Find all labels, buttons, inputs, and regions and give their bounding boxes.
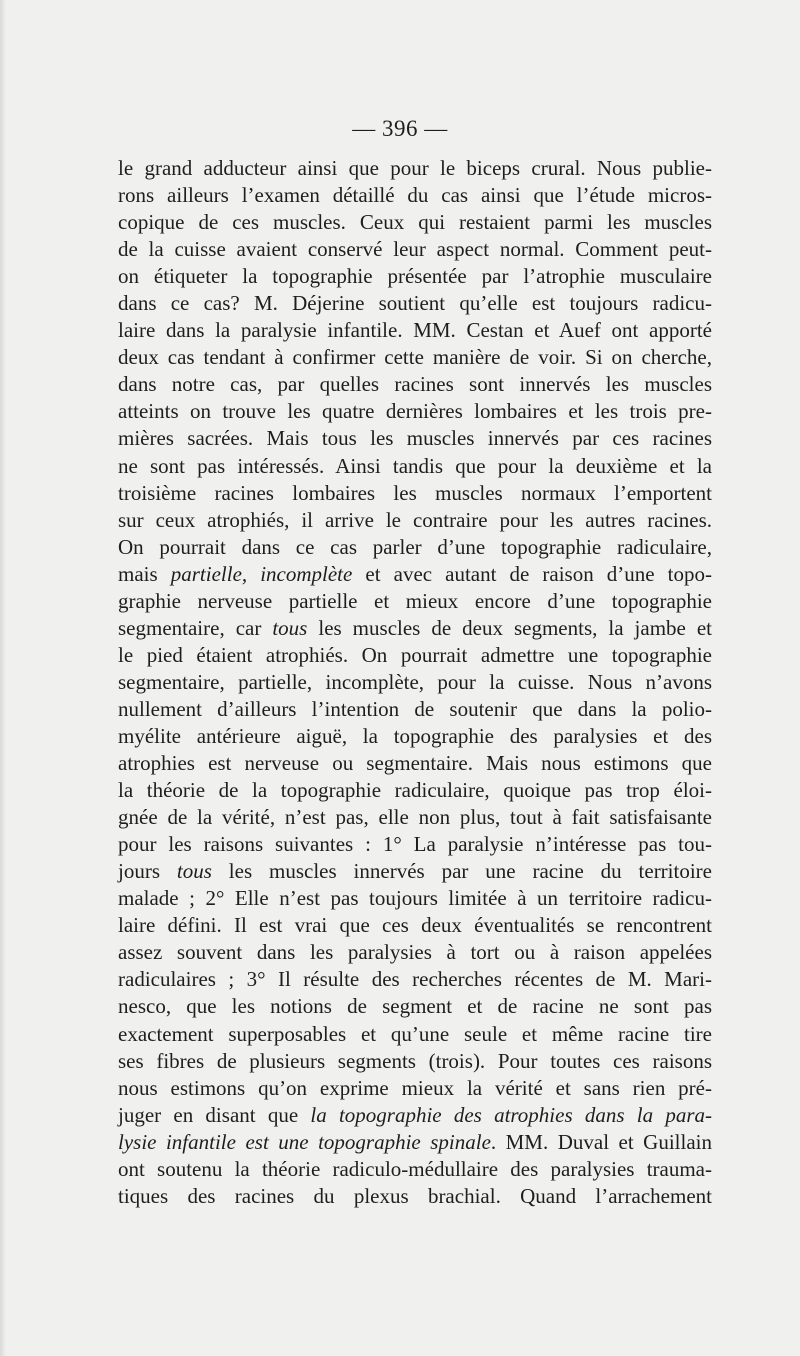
text-line bbox=[118, 1156, 712, 1183]
text-line bbox=[118, 696, 712, 723]
text-line bbox=[118, 290, 712, 317]
text-segment: atteints on trouve les quatre dernières lombaires et les trois pre- bbox=[118, 399, 712, 424]
text-line bbox=[118, 182, 712, 209]
text-line bbox=[118, 534, 712, 561]
text-line bbox=[118, 344, 712, 371]
text-line bbox=[118, 615, 712, 642]
text-line bbox=[118, 669, 712, 696]
text-segment: laire dans la paralysie infantile. MM. Cestan et Auef ont apporté bbox=[118, 318, 712, 343]
text-segment: gnée de la vérité, n’est pas, elle non plus, tout à fait satisfaisante bbox=[118, 805, 712, 830]
body-text bbox=[118, 155, 712, 1210]
text-segment: laire défini. Il est vrai que ces deux éventualités se rencontrent bbox=[118, 913, 712, 938]
text-line bbox=[118, 642, 712, 669]
text-segment: On pourrait dans ce cas parler d’une topographie radiculaire, bbox=[118, 534, 712, 559]
text-segment: dans ce cas? M. Déjerine soutient qu’elle est toujours radicu- bbox=[118, 291, 712, 316]
text-line bbox=[118, 993, 712, 1020]
text-segment: rons ailleurs l’examen détaillé du cas ainsi que l’étude micros- bbox=[118, 183, 712, 208]
text-segment: segmentaire, partielle, incomplète, pour la cuisse. Nous n’avons bbox=[118, 669, 712, 694]
text-segment: segmentaire, car bbox=[118, 615, 273, 640]
text-segment: pour les raisons suivantes : 1° La paralysie n’intéresse pas tou- bbox=[118, 832, 712, 857]
text-segment: on étiqueter la topographie présentée par l’atrophie musculaire bbox=[118, 264, 712, 289]
text-line bbox=[118, 1075, 712, 1102]
text-line bbox=[118, 480, 712, 507]
text-segment: ses fibres de plusieurs segments (trois). Pour toutes ces raisons bbox=[118, 1048, 712, 1073]
text-line bbox=[118, 317, 712, 344]
text-segment: copique de ces muscles. Ceux qui restaient parmi les muscles bbox=[118, 210, 712, 235]
text-line bbox=[118, 588, 712, 615]
text-segment: nous estimons qu’on exprime mieux la vérité et sans rien pré- bbox=[118, 1075, 712, 1100]
text-line bbox=[118, 723, 712, 750]
page-edge-shadow bbox=[0, 0, 6, 1356]
text-segment: troisième racines lombaires les muscles normaux l’emportent bbox=[118, 480, 712, 505]
text-segment: la théorie de la topographie radiculaire, quoique pas trop éloi- bbox=[118, 778, 712, 803]
text-line bbox=[118, 750, 712, 777]
text-line bbox=[118, 1048, 712, 1075]
text-segment: atrophies est nerveuse ou segmentaire. Mais nous estimons que bbox=[118, 751, 712, 776]
text-line bbox=[118, 831, 712, 858]
text-segment: radiculaires ; 3° Il résulte des recherches récentes de M. Mari- bbox=[118, 967, 712, 992]
italic-text-segment: partielle, incomplète bbox=[170, 561, 353, 586]
text-segment: myélite antérieure aiguë, la topographie des paralysies et des bbox=[118, 723, 712, 748]
text-segment: juger en disant que bbox=[118, 1102, 311, 1127]
text-line bbox=[118, 263, 712, 290]
text-line bbox=[118, 155, 712, 182]
text-line bbox=[118, 966, 712, 993]
text-segment: tiques des racines du plexus brachial. Quand l’arrachement bbox=[118, 1183, 712, 1208]
text-line bbox=[118, 1021, 712, 1048]
text-line bbox=[118, 371, 712, 398]
text-line bbox=[118, 804, 712, 831]
text-segment: le grand adducteur ainsi que pour le biceps crural. Nous publie- bbox=[118, 156, 712, 180]
text-segment: graphie nerveuse partielle et mieux encore d’une topographie bbox=[118, 588, 712, 613]
italic-text-segment: tous bbox=[176, 859, 212, 884]
text-line bbox=[118, 1129, 712, 1156]
text-segment: ne sont pas intéressés. Ainsi tandis que pour la deuxième et la bbox=[118, 453, 712, 478]
text-line bbox=[118, 507, 712, 534]
text-segment: exactement superposables et qu’une seule et même racine tire bbox=[118, 1021, 712, 1046]
text-segment: les muscles de deux segments, la jambe et bbox=[307, 615, 712, 640]
text-line bbox=[118, 939, 712, 966]
text-segment: mières sacrées. Mais tous les muscles innervés par ces racines bbox=[118, 426, 712, 451]
text-segment: nesco, que les notions de segment et de racine ne sont pas bbox=[118, 994, 712, 1019]
italic-text-segment: la topographie des atrophies dans la para- bbox=[310, 1102, 713, 1127]
text-line bbox=[118, 453, 712, 480]
text-line bbox=[118, 398, 712, 425]
text-line bbox=[118, 858, 712, 885]
italic-text-segment: tous bbox=[272, 615, 308, 640]
text-segment: de la cuisse avaient conservé leur aspect normal. Comment peut- bbox=[118, 237, 712, 262]
text-line bbox=[118, 885, 712, 912]
text-segment: deux cas tendant à confirmer cette manière de voir. Si on cherche, bbox=[118, 345, 712, 370]
text-line bbox=[118, 561, 712, 588]
text-line bbox=[118, 209, 712, 236]
text-line bbox=[118, 777, 712, 804]
text-line bbox=[118, 1102, 712, 1129]
text-segment: dans notre cas, par quelles racines sont innervés les muscles bbox=[118, 372, 712, 397]
text-line bbox=[118, 912, 712, 939]
text-line bbox=[118, 1183, 712, 1210]
text-line bbox=[118, 425, 712, 452]
text-segment: malade ; 2° Elle n’est pas toujours limitée à un territoire radicu- bbox=[118, 886, 712, 911]
text-segment: sur ceux atrophiés, il arrive le contraire pour les autres racines. bbox=[118, 507, 712, 532]
text-line bbox=[118, 236, 712, 263]
text-segment: et avec autant de raison d’une topo- bbox=[352, 561, 712, 586]
text-segment: assez souvent dans les paralysies à tort ou à raison appelées bbox=[118, 940, 712, 965]
text-segment: jours bbox=[118, 859, 177, 884]
page-number: — 396 — bbox=[352, 116, 448, 141]
text-segment: . MM. Duval et Guillain bbox=[490, 1129, 712, 1154]
text-segment: les muscles innervés par une racine du territoire bbox=[211, 859, 712, 884]
text-segment: ont soutenu la théorie radiculo-médullaire des paralysies trauma- bbox=[118, 1156, 712, 1181]
text-segment: mais bbox=[118, 561, 171, 586]
italic-text-segment: lysie infantile est une topographie spinale bbox=[118, 1129, 491, 1154]
text-segment: le pied étaient atrophiés. On pourrait admettre une topographie bbox=[118, 642, 712, 667]
text-segment: nullement d’ailleurs l’intention de soutenir que dans la polio- bbox=[118, 696, 712, 721]
